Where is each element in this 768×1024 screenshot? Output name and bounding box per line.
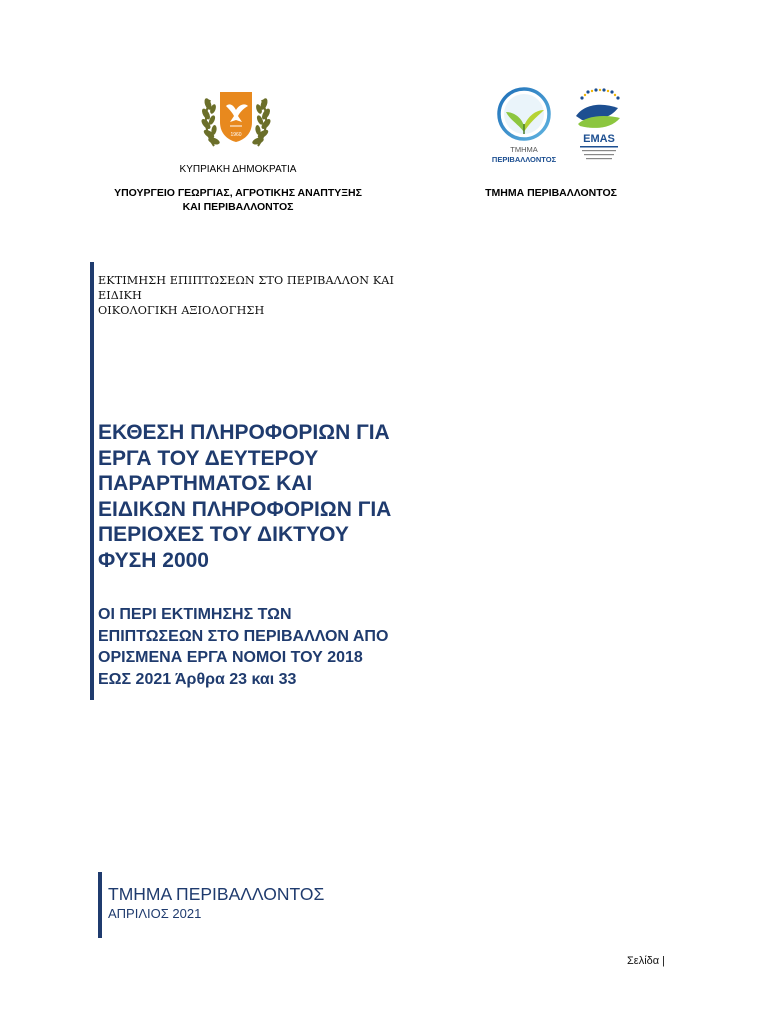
footer-date: ΑΠΡΙΛΙΟΣ 2021: [108, 906, 202, 921]
ministry-line-2: ΚΑΙ ΠΕΡΙΒΑΛΛΟΝΤΟΣ: [182, 201, 294, 213]
subtitle-line-2: ΟΙΚΟΛΟΓΙΚΗ ΑΞΙΟΛΟΓΗΣΗ: [98, 304, 265, 317]
department-name: ΤΜΗΜΑ ΠΕΡΙΒΑΛΛΟΝΤΟΣ: [485, 187, 617, 199]
document-subtitle: [98, 273, 438, 318]
law-title-line: ΕΠΙΠΤΩΣΕΩΝ ΣΤΟ ΠΕΡΙΒΑΛΛΟΝ ΑΠΟ: [98, 627, 389, 645]
law-title-line: ΟΙ ΠΕΡΙ ΕΚΤΙΜΗΣΗΣ ΤΩΝ: [98, 606, 292, 623]
env-logo-text-bottom: ΠΕΡΙΒΑΛΛΟΝΤΟΣ: [491, 155, 557, 164]
footer-block-rule: [98, 872, 102, 938]
subtitle-line-1: ΕΚΤΙΜΗΣΗ ΕΠΙΠΤΩΣΕΩΝ ΣΤΟ ΠΕΡΙΒΑΛΛΟΝ ΚΑΙ ΕΙΔΙΚΗ: [98, 274, 394, 302]
main-title-line: ΠΕΡΙΟΧΕΣ ΤΟΥ ΔΙΚΤΥΟΥ: [98, 523, 349, 546]
republic-name: ΚΥΠΡΙΑΚΗ ΔΗΜΟΚΡΑΤΙΑ: [179, 164, 297, 175]
law-title-line: ΕΩΣ 2021 Άρθρα 23 και 33: [98, 670, 297, 688]
env-logo-text-top: ΤΜΗΜΑ: [510, 145, 538, 154]
main-title: [98, 420, 458, 573]
main-title-line: ΕΡΓΑ ΤΟΥ ΔΕΥΤΕΡΟΥ: [98, 446, 319, 470]
main-title-line: ΦΥΣΗ 2000: [98, 548, 209, 572]
law-title: [98, 604, 458, 690]
main-title-line: ΕΚΘΕΣΗ ΠΛΗΡΟΦΟΡΙΩΝ ΓΙΑ: [98, 421, 390, 444]
law-title-line: ΟΡΙΣΜΕΝΑ ΕΡΓΑ ΝΟΜΟΙ ΤΟΥ 2018: [98, 649, 363, 666]
footer-department: ΤΜΗΜΑ ΠΕΡΙΒΑΛΛΟΝΤΟΣ: [108, 884, 325, 904]
emblem-year: 1960: [230, 132, 242, 138]
emas-logo-icon: [572, 86, 624, 168]
main-title-line: ΠΑΡΑΡΤΗΜΑΤΟΣ ΚΑΙ: [98, 472, 313, 495]
ministry-line-1: ΥΠΟΥΡΓΕΙΟ ΓΕΩΡΓΙΑΣ, ΑΓΡΟΤΙΚΗΣ ΑΝΑΠΤΥΞΗΣ: [114, 187, 362, 199]
cyprus-coat-of-arms-icon: [200, 84, 272, 154]
ministry-name: [90, 186, 386, 214]
title-block-rule: [90, 262, 94, 700]
emas-logo-text: EMAS: [583, 133, 615, 145]
main-title-line: ΕΙΔΙΚΩΝ ΠΛΗΡΟΦΟΡΙΩΝ ΓΙΑ: [98, 497, 392, 521]
page-number-label: Σελίδα |: [627, 955, 666, 967]
department-of-environment-logo-icon: [480, 86, 566, 166]
